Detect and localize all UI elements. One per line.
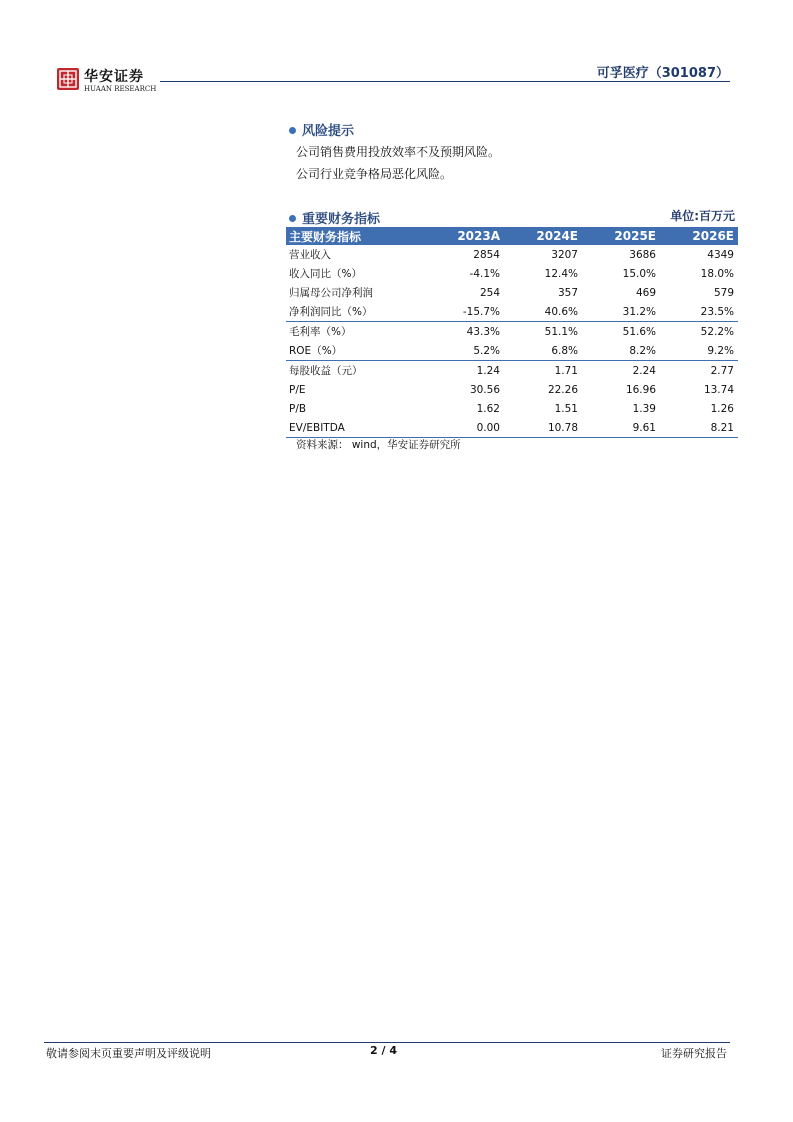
table-cell: 0.00 bbox=[426, 418, 504, 438]
table-cell: 2.24 bbox=[632, 364, 656, 377]
table-row bbox=[286, 283, 738, 302]
data-source-note: 资料来源： wind，华安证券研究所 bbox=[296, 439, 461, 451]
table-cell: 40.6% bbox=[504, 302, 582, 322]
row-label: 每股收益（元） bbox=[289, 365, 363, 377]
footer-divider bbox=[44, 1042, 730, 1043]
table-row bbox=[286, 245, 738, 264]
table-cell: 9.61 bbox=[582, 418, 660, 438]
table-cell: 9.2% bbox=[660, 341, 738, 361]
report-type-label: 证券研究报告 bbox=[661, 1047, 727, 1060]
table-cell: 51.6% bbox=[622, 325, 656, 338]
bullet-icon bbox=[289, 215, 296, 222]
table-cell: 579 bbox=[713, 286, 734, 299]
table-row bbox=[286, 264, 738, 283]
row-label: 毛利率（%） bbox=[289, 326, 352, 338]
risk-section-heading: 风险提示 bbox=[289, 120, 354, 139]
company-logo bbox=[57, 64, 157, 96]
row-label: P/E bbox=[289, 383, 306, 396]
column-header: 2023A bbox=[426, 227, 504, 245]
table-cell: 13.74 bbox=[703, 383, 734, 396]
table-cell: 6.8% bbox=[504, 341, 582, 361]
table-cell: 15.0% bbox=[622, 267, 656, 280]
table-cell: 10.78 bbox=[504, 418, 582, 438]
table-cell: 8.2% bbox=[582, 341, 660, 361]
logo-english-name: HUAAN RESEARCH bbox=[84, 85, 157, 93]
bullet-icon bbox=[289, 127, 296, 134]
row-label: ROE（%） bbox=[286, 341, 426, 361]
table-cell: 357 bbox=[557, 286, 578, 299]
disclaimer-note: 敬请参阅末页重要声明及评级说明 bbox=[46, 1047, 211, 1060]
table-cell: 16.96 bbox=[625, 383, 656, 396]
table-row bbox=[286, 302, 738, 322]
table-cell: 22.26 bbox=[547, 383, 578, 396]
table-cell: 1.62 bbox=[476, 402, 500, 415]
row-label: P/B bbox=[289, 402, 307, 415]
column-header: 2024E bbox=[504, 227, 582, 245]
table-row bbox=[286, 341, 738, 361]
table-cell: 31.2% bbox=[582, 302, 660, 322]
row-label: 营业收入 bbox=[289, 249, 331, 261]
table-header-row bbox=[286, 227, 738, 245]
row-label: EV/EBITDA bbox=[286, 418, 426, 438]
table-cell: 3686 bbox=[629, 248, 656, 261]
table-row bbox=[286, 380, 738, 399]
table-cell: 1.51 bbox=[554, 402, 578, 415]
table-cell: 4349 bbox=[707, 248, 734, 261]
table-cell: 1.24 bbox=[476, 364, 500, 377]
logo-chinese-name: 华安证券 bbox=[84, 69, 144, 85]
table-cell: 23.5% bbox=[660, 302, 738, 322]
table-cell: 12.4% bbox=[544, 267, 578, 280]
row-label: 收入同比（%） bbox=[289, 268, 362, 280]
row-label: 归属母公司净利润 bbox=[289, 287, 373, 299]
page-number: 2 / 4 bbox=[370, 1044, 397, 1057]
table-cell: -15.7% bbox=[426, 302, 504, 322]
risk-item: 公司销售费用投放效率不及预期风险。 bbox=[296, 145, 501, 159]
table-row bbox=[286, 418, 738, 438]
column-header: 主要财务指标 bbox=[286, 227, 426, 245]
table-cell: 2.77 bbox=[710, 364, 734, 377]
report-header-title: 可孚医疗（301087） bbox=[596, 66, 729, 81]
table-cell: 43.3% bbox=[466, 325, 500, 338]
header-divider bbox=[160, 81, 730, 82]
table-cell: 30.56 bbox=[469, 383, 500, 396]
table-cell: -4.1% bbox=[469, 267, 500, 280]
column-header: 2026E bbox=[660, 227, 738, 245]
table-cell: 52.2% bbox=[700, 325, 734, 338]
table-cell: 469 bbox=[635, 286, 656, 299]
unit-label: 单位:百万元 bbox=[670, 209, 735, 223]
table-cell: 3207 bbox=[551, 248, 578, 261]
table-cell: 1.39 bbox=[632, 402, 656, 415]
table-cell: 2854 bbox=[473, 248, 500, 261]
table-cell: 51.1% bbox=[544, 325, 578, 338]
table-cell: 8.21 bbox=[660, 418, 738, 438]
financial-indicators-table bbox=[286, 227, 738, 438]
risk-item: 公司行业竞争格局恶化风险。 bbox=[296, 167, 453, 181]
table-cell: 1.71 bbox=[554, 364, 578, 377]
seal-icon bbox=[57, 68, 79, 90]
financials-section-heading: 重要财务指标 bbox=[289, 208, 380, 227]
column-header: 2025E bbox=[582, 227, 660, 245]
table-row bbox=[286, 361, 738, 381]
table-row bbox=[286, 399, 738, 418]
table-cell: 254 bbox=[479, 286, 500, 299]
table-cell: 18.0% bbox=[700, 267, 734, 280]
row-label: 净利润同比（%） bbox=[286, 302, 426, 322]
table-row bbox=[286, 322, 738, 342]
table-cell: 1.26 bbox=[710, 402, 734, 415]
table-cell: 5.2% bbox=[426, 341, 504, 361]
